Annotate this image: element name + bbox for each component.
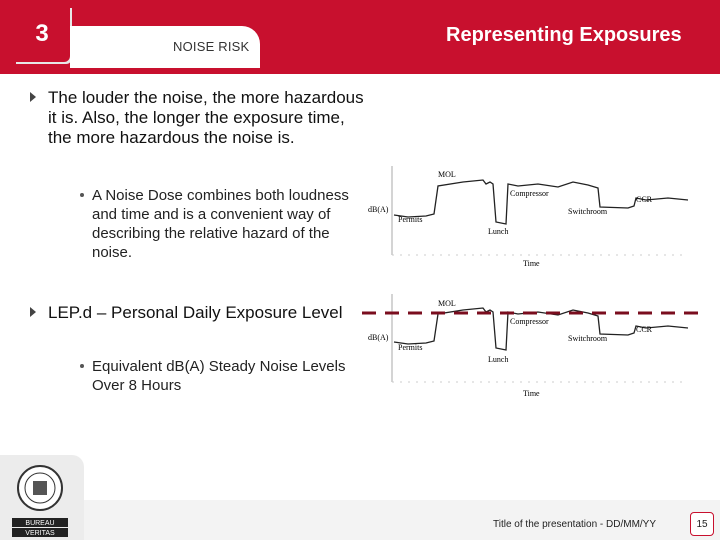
page-number: 15: [690, 512, 714, 536]
bullet-text: The louder the noise, the more hazardous it is. Also, the longer the exposure time, the more hazardous the noise is.: [48, 88, 364, 147]
annotation-mol: MOL: [438, 170, 456, 179]
annotation-permits: Permits: [398, 343, 423, 352]
section-number-badge: 3: [14, 6, 70, 62]
annotation-mol: MOL: [438, 299, 456, 308]
noise-profile-chart: [368, 160, 698, 270]
logo-text-bottom: VERITAS: [25, 530, 55, 537]
lepd-chart: [358, 290, 708, 402]
annotation-permits: Permits: [398, 215, 423, 224]
chapter-label: NOISE RISK: [173, 39, 250, 54]
logo-panel: [0, 455, 84, 540]
annotation-lunch: Lunch: [488, 355, 509, 364]
bullet-text: LEP.d – Personal Daily Exposure Level: [48, 303, 343, 322]
logo-text-top: BUREAU: [25, 520, 55, 527]
annotation-compressor: Compressor: [510, 189, 549, 198]
bureau-veritas-logo: [0, 455, 84, 540]
chart-x-label: Time: [523, 259, 540, 268]
chart-y-label: dB(A): [368, 205, 389, 214]
annotation-switchroom: Switchroom: [568, 207, 608, 216]
chart-y-label: dB(A): [368, 333, 389, 342]
annotation-compressor: Compressor: [510, 317, 549, 326]
sub-bullet-text: Equivalent dB(A) Steady Noise Levels Over 8 Hours: [92, 358, 346, 394]
title-underline: [260, 70, 720, 74]
annotation-switchroom: Switchroom: [568, 334, 608, 343]
chart-x-label: Time: [523, 389, 540, 398]
sub-bullet-text: A Noise Dose combines both loudness and time and is a convenient way of describing the relative hazard of the noise.: [92, 187, 349, 261]
chapter-tab: [70, 26, 260, 68]
slide-title: Representing Exposures: [446, 24, 682, 46]
annotation-lunch: Lunch: [488, 227, 509, 236]
annotation-ccr: CCR: [636, 195, 653, 204]
footer-presentation-title: Title of the presentation - DD/MM/YY: [493, 519, 657, 530]
annotation-ccr: CCR: [636, 325, 653, 334]
